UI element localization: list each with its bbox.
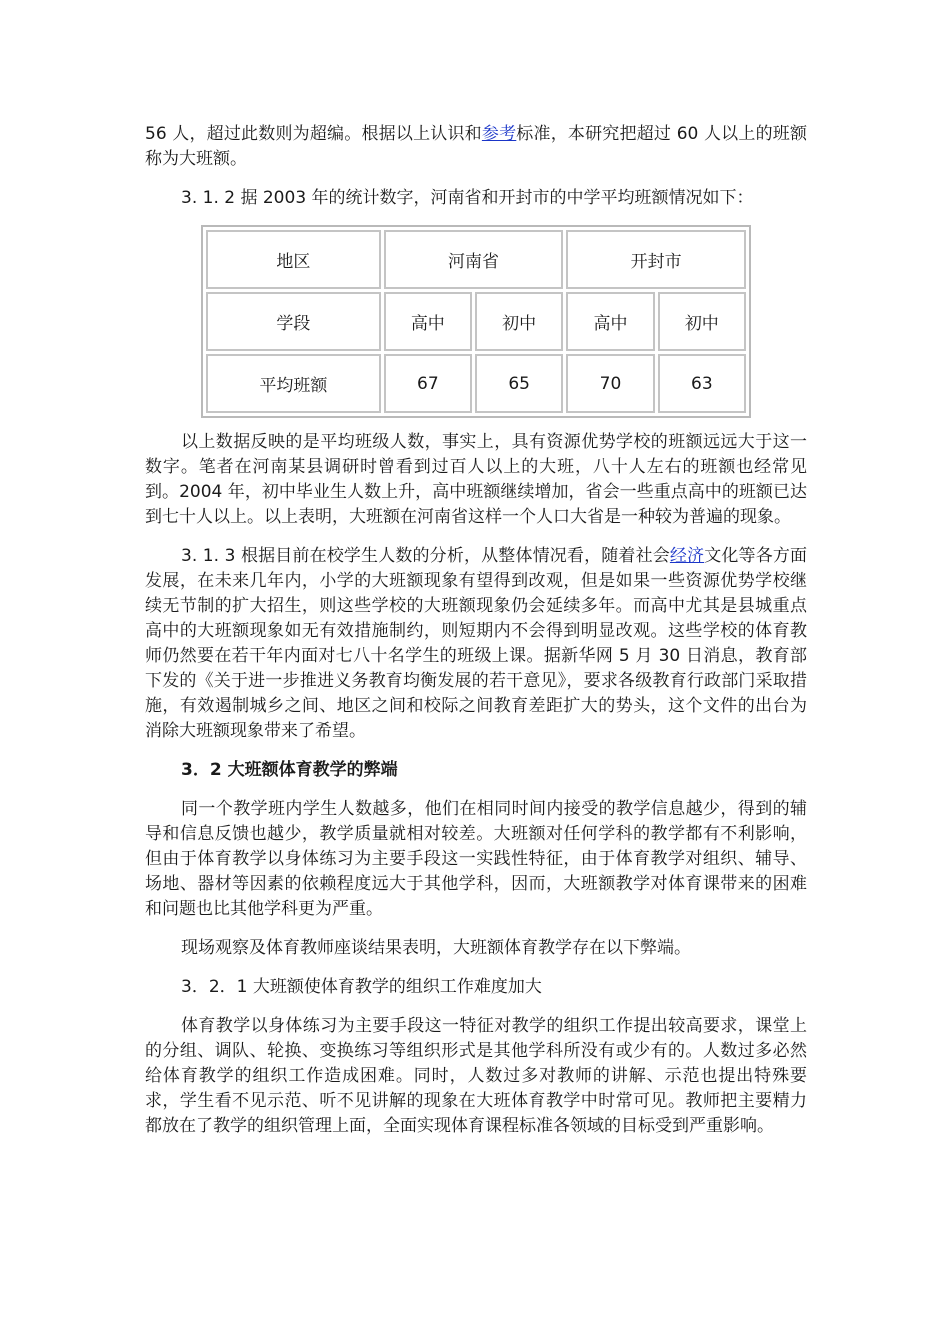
section-3-1-3-text-b: 文化等各方面发展，在未来几年内，小学的大班额现象有望得到改观，但是如果一些资源优势学校继续无节制的扩大招生，则这些学校的大班额现象仍会延续多年。而高中尤其是县城重点高中的大班额现象如无有效措施制约，则短期内不会得到明显改观。这些学校的体育教师仍然要在若干年内面对七八十名学生的班级上课。据新华网 5 月 30 日消息，教育部下发的《关于进一步推进义务教育均衡发展的若干意见》，要求各级教育行政部门采取措施，有效遏制城乡之间、地区之间和校际之间教育差距扩大的势头，这个文件的出台为消除大班额现象带来了希望。 xyxy=(145,546,808,741)
paragraph-1 xyxy=(145,122,807,172)
document-page xyxy=(145,122,807,1153)
table-cell-average-label: 平均班额 xyxy=(206,354,381,413)
reference-link[interactable]: 参考 xyxy=(481,124,517,144)
section-3-1-3-text-a: 3. 1. 3 根据目前在校学生人数的分析，从整体情况看，随着社会 xyxy=(181,546,670,566)
paragraph-data-analysis: 以上数据反映的是平均班级人数，事实上，具有资源优势学校的班额远远大于这一数字。笔者在河南某县调研时曾看到过百人以上的大班，八十人左右的班额也经常见到。2004 年，初中毕业生人数上升，高中班额继续增加，省会一些重点高中的班额已达到七十人以上。以上表明，大班额在河南省这样一个人口大省是一种较为普遍的现象。 xyxy=(145,432,807,527)
table-cell-henan-high: 高中 xyxy=(384,292,472,351)
table-cell-value: 63 xyxy=(658,354,746,413)
paragraph-1-text-b: 标准，本研究把超过 60 人以上的班额称为大班额。 xyxy=(145,124,807,169)
economy-link[interactable]: 经济 xyxy=(669,546,705,566)
table-cell-henan-middle: 初中 xyxy=(475,292,563,351)
table-row xyxy=(206,354,746,413)
section-3-1-2: 3. 1. 2 据 2003 年的统计数字，河南省和开封市的中学平均班额情况如下： xyxy=(181,188,754,208)
class-size-table-wrapper xyxy=(201,225,751,418)
table-cell-value: 70 xyxy=(566,354,654,413)
paragraph-organization: 体育教学以身体练习为主要手段这一特征对教学的组织工作提出较高要求，课堂上的分组、调队、轮换、变换练习等组织形式是其他学科所没有或少有的。人数过多必然给体育教学的组织工作造成困难。同时，人数过多对教师的讲解、示范也提出特殊要求，学生看不见示范、听不见讲解的现象在大班体育教学中时常可见。教师把主要精力都放在了教学的组织管理上面，全面实现体育课程标准各领域的目标受到严重影响。 xyxy=(145,1016,807,1136)
heading-3-2-1: 3．2．1 大班额使体育教学的组织工作难度加大 xyxy=(181,977,542,997)
table-cell-henan: 河南省 xyxy=(384,230,564,289)
paragraph-drawbacks-intro: 同一个教学班内学生人数越多，他们在相同时间内接受的教学信息越少，得到的辅导和信息反馈也越少，教学质量就相对较差。大班额对任何学科的教学都有不利影响，但由于体育教学以身体练习为主要手段这一实践性特征，由于体育教学对组织、辅导、场地、器材等因素的依赖程度远大于其他学科，因而，大班额教学对体育课带来的困难和问题也比其他学科更为严重。 xyxy=(145,799,807,919)
table-cell-region-label: 地区 xyxy=(206,230,381,289)
paragraph-observation: 现场观察及体育教师座谈结果表明，大班额体育教学存在以下弊端。 xyxy=(181,938,691,958)
heading-3-2: 3．2 大班额体育教学的弊端 xyxy=(181,760,398,780)
table-cell-value: 67 xyxy=(384,354,472,413)
table-cell-level-label: 学段 xyxy=(206,292,381,351)
table-row xyxy=(206,292,746,351)
section-3-1-3 xyxy=(145,544,807,744)
table-cell-kaifeng-high: 高中 xyxy=(566,292,654,351)
table-cell-kaifeng-middle: 初中 xyxy=(658,292,746,351)
class-size-table xyxy=(201,225,751,418)
table-row xyxy=(206,230,746,289)
table-cell-kaifeng: 开封市 xyxy=(566,230,746,289)
paragraph-1-text-a: 56 人，超过此数则为超编。根据以上认识和 xyxy=(145,124,482,144)
table-cell-value: 65 xyxy=(475,354,563,413)
